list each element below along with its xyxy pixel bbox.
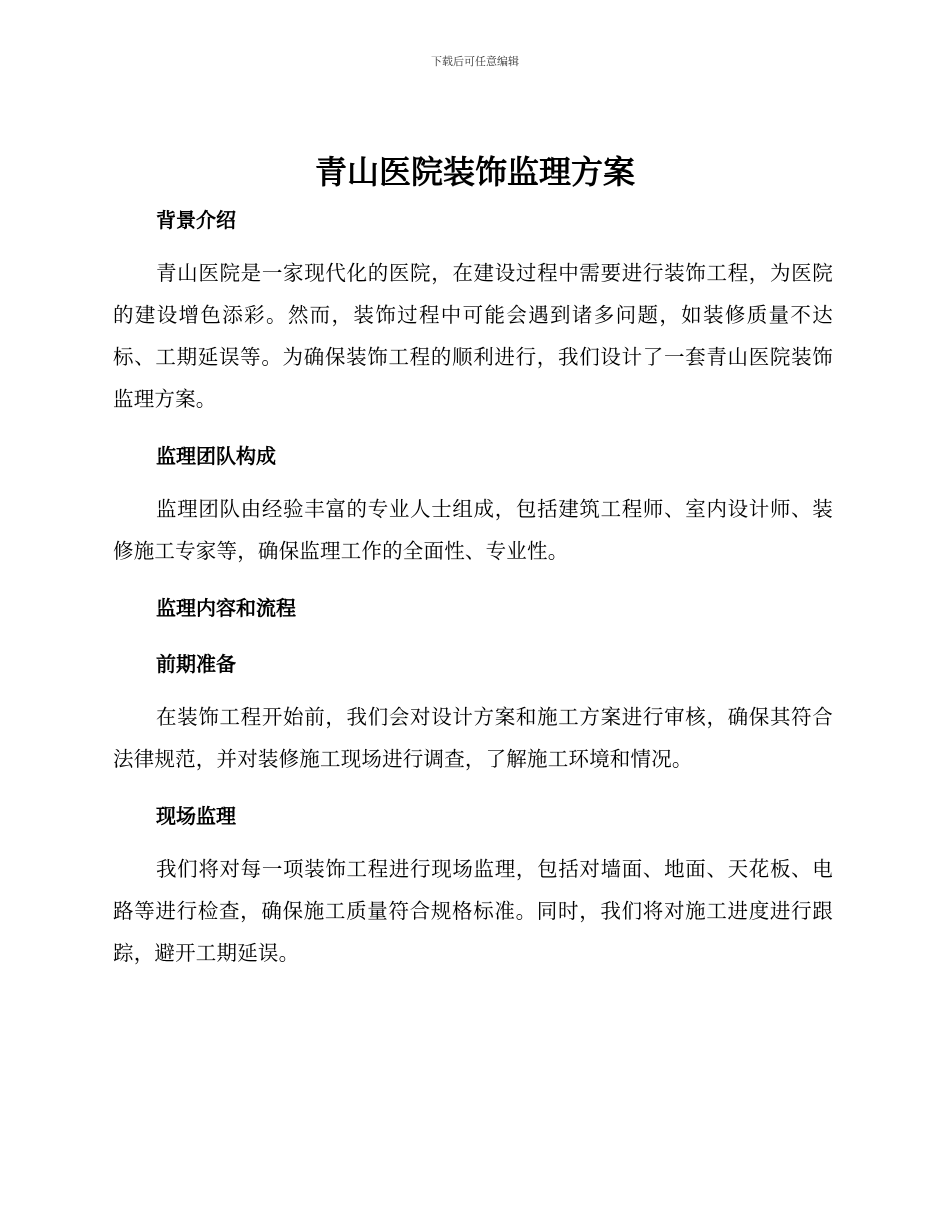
section-heading-preparation: 前期准备	[156, 652, 236, 676]
section-heading-onsite: 现场监理	[156, 804, 236, 828]
section-text-preparation: 在装饰工程开始前，我们会对设计方案和施工方案进行审核，确保其符合法律规范，并对装修施工现场进行调查，了解施工环境和情况。	[113, 705, 833, 771]
section-text-background: 青山医院是一家现代化的医院，在建设过程中需要进行装饰工程，为医院的建设增色添彩。然而，装饰过程中可能会遇到诸多问题，如装修质量不达标、工期延误等。为确保装饰工程的顺利进行，我们设计了一套青山医院装饰监理方案。	[113, 261, 833, 411]
section-text-team: 监理团队由经验丰富的专业人士组成，包括建筑工程师、室内设计师、装修施工专家等，确保监理工作的全面性、专业性。	[113, 497, 833, 563]
section-heading-team: 监理团队构成	[156, 444, 276, 468]
section-heading-process: 监理内容和流程	[156, 596, 296, 620]
document-body	[113, 200, 833, 974]
section-heading-background: 背景介绍	[156, 208, 236, 232]
header-note: 下载后可任意编辑	[431, 55, 519, 68]
section-text-onsite: 我们将对每一项装饰工程进行现场监理，包括对墙面、地面、天花板、电路等进行检查，确保施工质量符合规格标准。同时，我们将对施工进度进行跟踪，避开工期延误。	[113, 857, 833, 965]
page-title: 青山医院装饰监理方案	[314, 153, 635, 191]
